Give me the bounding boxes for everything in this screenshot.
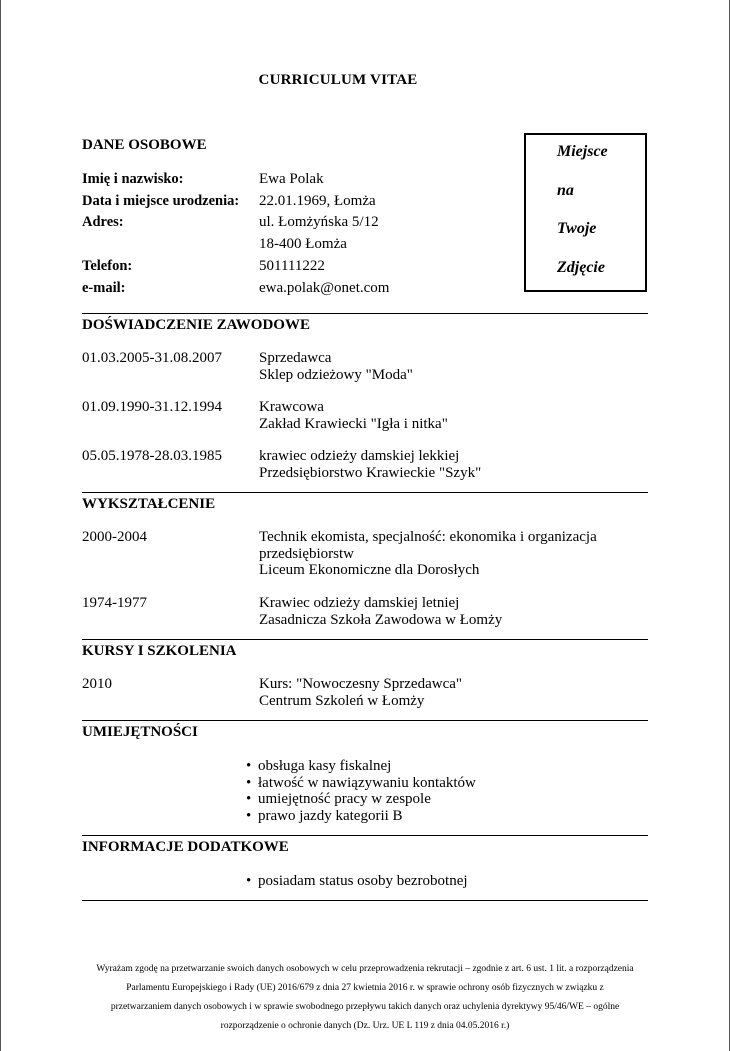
skill-item: • umiejętność pracy w zespole bbox=[244, 791, 476, 808]
additional-list bbox=[244, 873, 468, 890]
address-line2: 18-400 Łomża bbox=[259, 236, 347, 252]
education-entry bbox=[259, 529, 639, 579]
photo-placeholder bbox=[524, 133, 647, 292]
skill-item: • łatwość w nawiązywaniu kontaktów bbox=[244, 775, 476, 792]
education-line: Liceum Ekonomiczne dla Dorosłych bbox=[259, 562, 480, 578]
education-entry bbox=[259, 595, 639, 628]
divider bbox=[82, 720, 648, 721]
experience-role: Krawcowa bbox=[259, 399, 324, 415]
section-heading-personal: DANE OSOBOWE bbox=[82, 137, 207, 153]
photo-text-line4: Zdjęcie bbox=[557, 259, 605, 276]
course-line: Centrum Szkoleń w Łomży bbox=[259, 692, 425, 709]
experience-entry bbox=[259, 399, 639, 432]
divider bbox=[82, 835, 648, 836]
page-edge-left bbox=[0, 0, 1, 1051]
course-date: 2010 bbox=[82, 676, 112, 692]
experience-date: 01.03.2005-31.08.2007 bbox=[82, 350, 222, 366]
divider bbox=[82, 900, 648, 901]
section-heading-additional: INFORMACJE DODATKOWE bbox=[82, 839, 289, 855]
section-heading-skills: UMIEJĘTNOŚCI bbox=[82, 724, 198, 740]
experience-date: 05.05.1978-28.03.1985 bbox=[82, 448, 222, 464]
section-heading-education: WYKSZTAŁCENIE bbox=[82, 496, 216, 512]
skills-list bbox=[244, 758, 476, 824]
photo-text-line3: Twoje bbox=[557, 220, 597, 237]
experience-place: Zakład Krawiecki "Igła i nitka" bbox=[259, 415, 448, 432]
experience-place: Sklep odzieżowy "Moda" bbox=[259, 366, 413, 383]
course-entry bbox=[259, 676, 639, 709]
section-heading-experience: DOŚWIADCZENIE ZAWODOWE bbox=[82, 317, 310, 333]
education-line: przedsiębiorstw bbox=[259, 545, 354, 562]
divider bbox=[82, 639, 648, 640]
course-line: Kurs: "Nowoczesny Sprzedawca" bbox=[259, 676, 463, 692]
education-line: Zasadnicza Szkoła Zawodowa w Łomży bbox=[259, 611, 503, 628]
education-date: 2000-2004 bbox=[82, 529, 147, 545]
experience-date: 01.09.1990-31.12.1994 bbox=[82, 399, 222, 415]
education-date: 1974-1977 bbox=[82, 595, 147, 611]
email-label: e-mail: bbox=[82, 280, 126, 296]
experience-role: krawiec odzieży damskiej lekkiej bbox=[259, 448, 460, 464]
photo-text-line1: Miejsce bbox=[557, 143, 608, 160]
consent-line: Parlamentu Europejskiego i Rady (UE) 2016/679 z dnia 27 kwietnia 2016 r. w sprawie ochrony osób fizycznych w związku z bbox=[126, 983, 604, 993]
photo-text-line2: na bbox=[557, 182, 574, 199]
address-label: Adres: bbox=[82, 214, 124, 230]
birth-value: 22.01.1969, Łomża bbox=[259, 193, 376, 209]
experience-entry bbox=[259, 448, 639, 481]
divider bbox=[82, 492, 648, 493]
skill-item: • obsługa kasy fiskalnej bbox=[244, 758, 476, 775]
gdpr-consent-clause bbox=[70, 960, 660, 1036]
address-line1: ul. Łomżyńska 5/12 bbox=[259, 214, 379, 230]
section-heading-courses: KURSY I SZKOLENIA bbox=[82, 643, 237, 659]
document-title: CURRICULUM VITAE bbox=[258, 72, 418, 88]
name-label: Imię i nazwisko: bbox=[82, 171, 184, 187]
experience-role: Sprzedawca bbox=[259, 350, 332, 366]
phone-label: Telefon: bbox=[82, 258, 133, 274]
email-value[interactable]: ewa.polak@onet.com bbox=[259, 280, 390, 296]
name-value: Ewa Polak bbox=[259, 171, 324, 187]
consent-line: rozporządzenie o ochronie danych (Dz. Urz. UE L 119 z dnia 04.05.2016 r.) bbox=[220, 1021, 510, 1031]
education-line: Krawiec odzieży damskiej letniej bbox=[259, 595, 460, 611]
consent-line: przetwarzaniem danych osobowych i w sprawie swobodnego przepływu takich danych oraz uchylenia dyrektywy 95/46/WE – ogólne bbox=[110, 1002, 620, 1012]
phone-value: 501111222 bbox=[259, 258, 325, 274]
skill-item: • prawo jazdy kategorii B bbox=[244, 808, 476, 825]
divider bbox=[82, 313, 648, 314]
birth-label: Data i miejsce urodzenia: bbox=[82, 193, 240, 209]
consent-line: Wyrażam zgodę na przetwarzanie swoich danych osobowych w celu przeprowadzenia rekrutacji – zgodnie z art. 6 ust. 1 lit. a rozporządzenia bbox=[96, 964, 634, 974]
education-line: Technik ekomista, specjalność: ekonomika i organizacja bbox=[259, 529, 597, 545]
experience-entry bbox=[259, 350, 639, 383]
additional-item: • posiadam status osoby bezrobotnej bbox=[244, 873, 468, 890]
experience-place: Przedsiębiorstwo Krawieckie "Szyk" bbox=[259, 464, 482, 481]
